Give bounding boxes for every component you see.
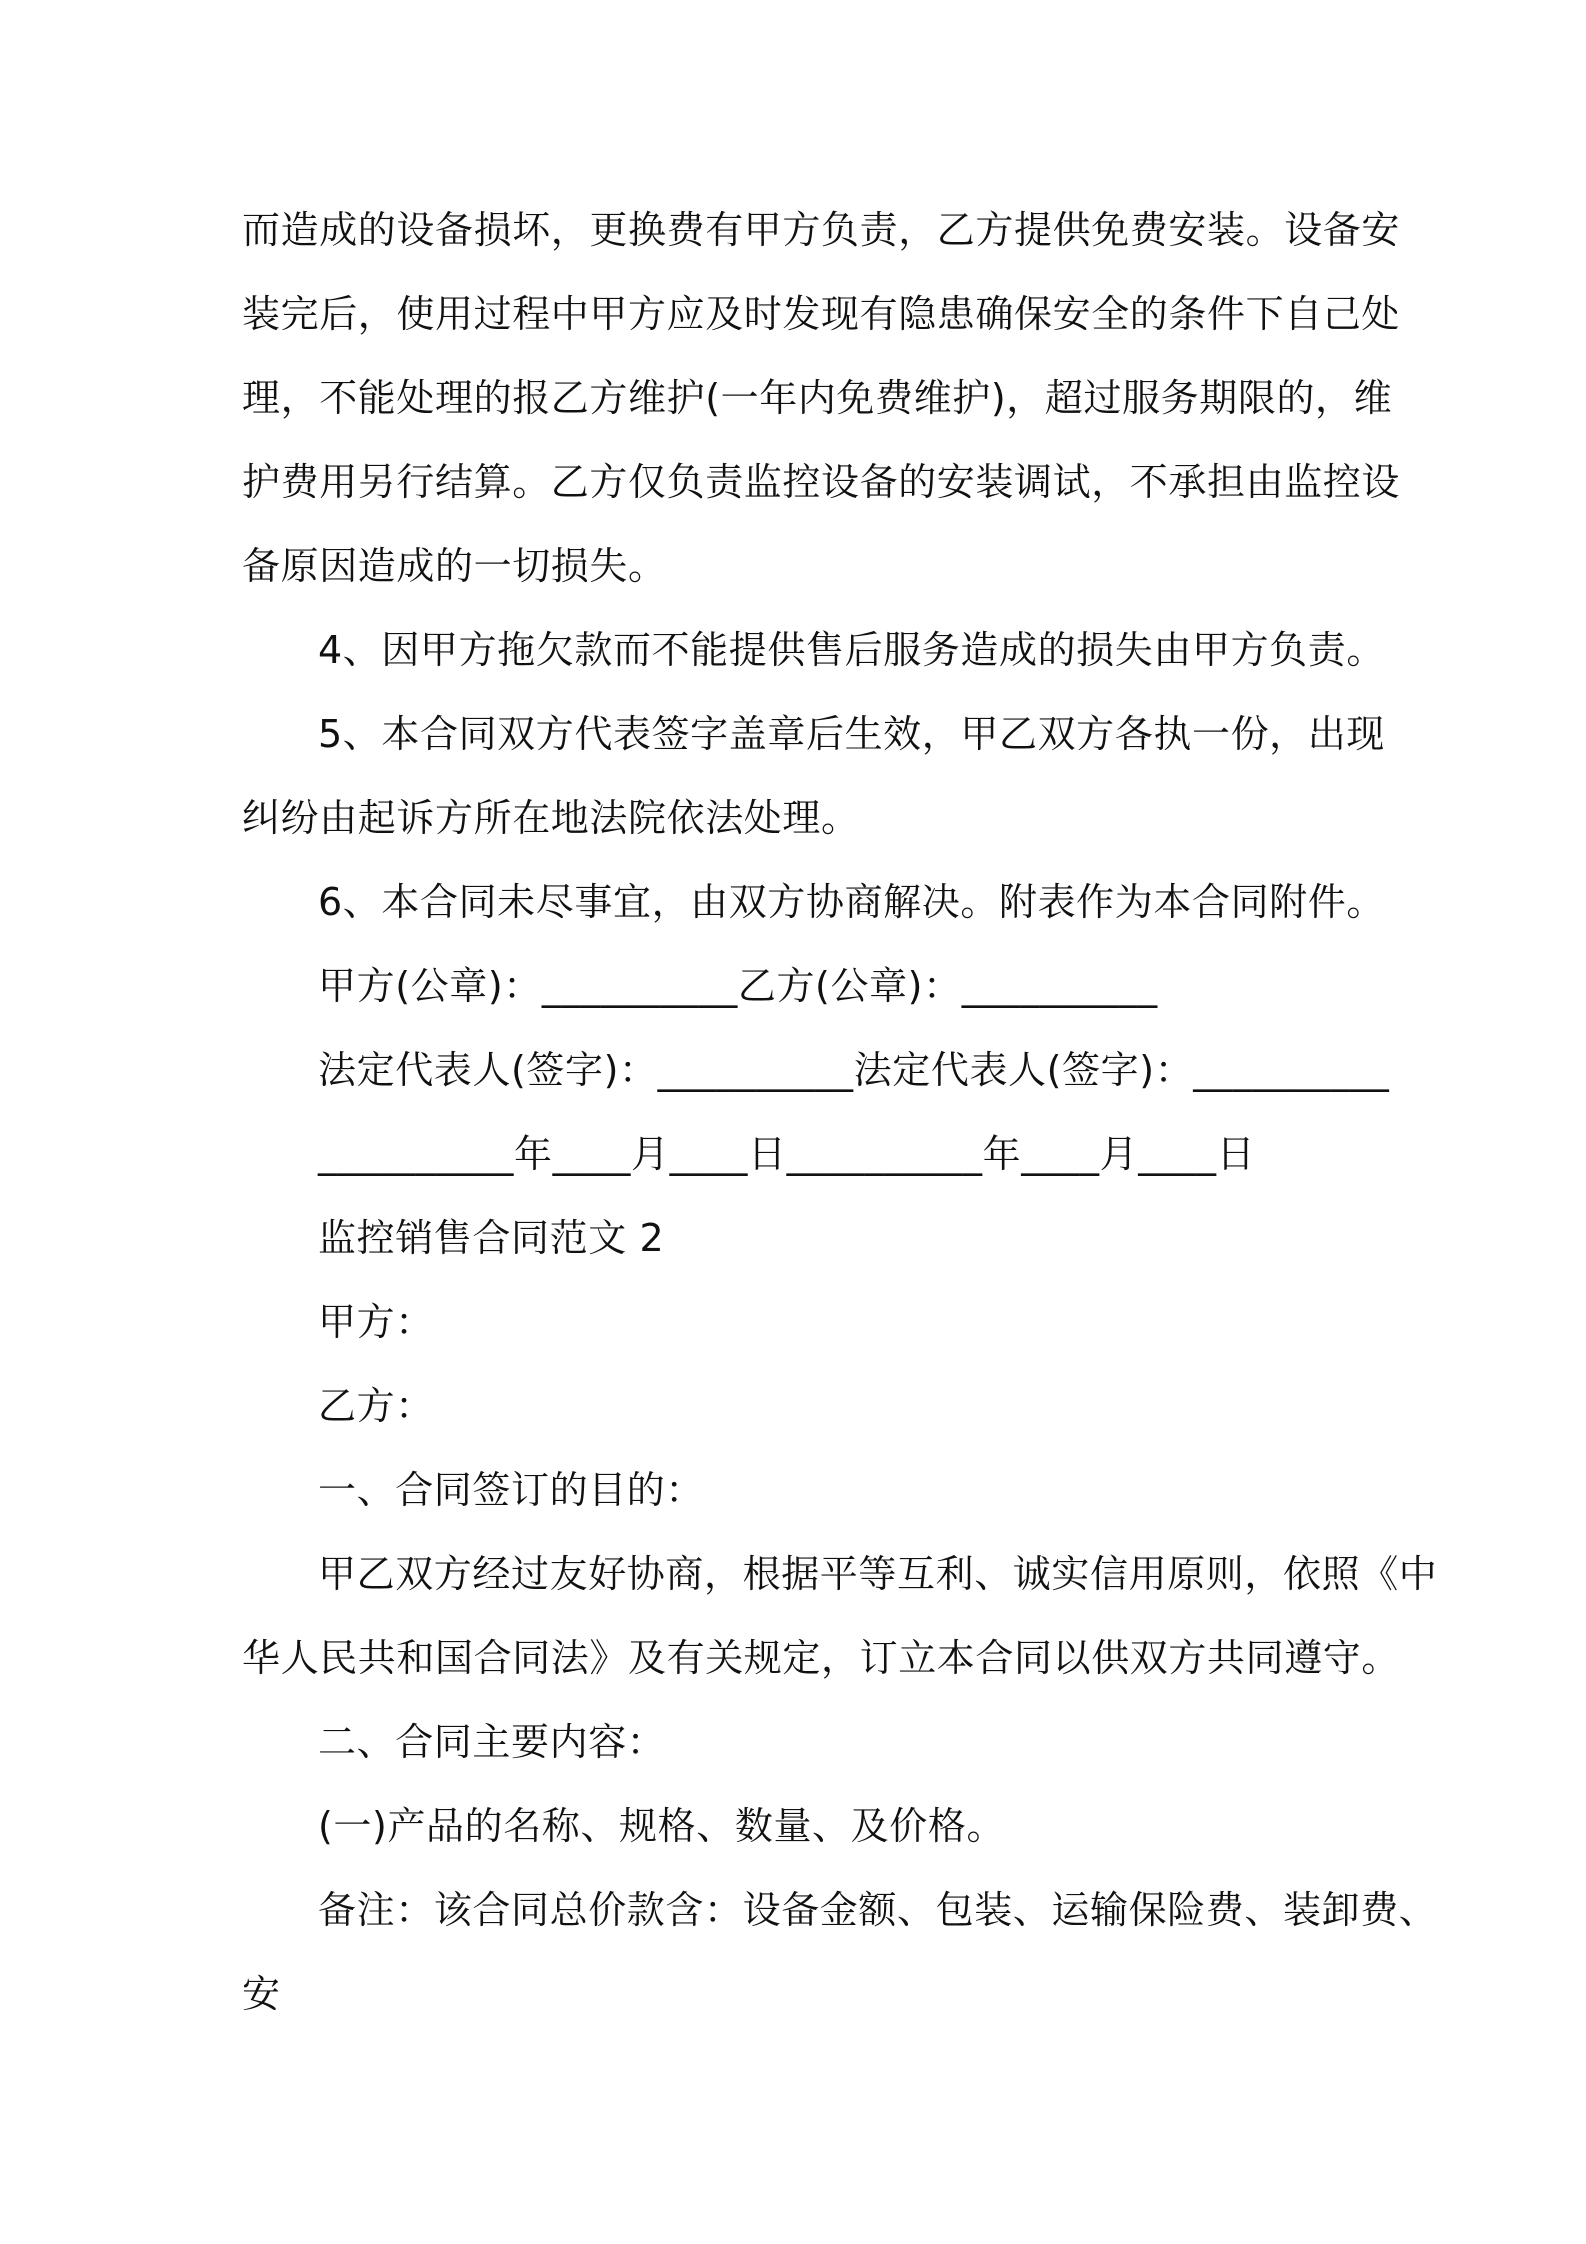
paragraph-line: 护费用另行结算。乙方仅负责监控设备的安装调试，不承担由监控设 — [242, 460, 1401, 504]
clause-4: 4、因甲方拖欠款而不能提供售后服务造成的损失由甲方负责。 — [318, 628, 1385, 672]
party-a-line: 甲方： — [318, 1300, 434, 1344]
paragraph-line: 装完后，使用过程中甲方应及时发现有隐患确保安全的条件下自己处 — [242, 292, 1401, 336]
sub-heading: (一)产品的名称、规格、数量、及价格。 — [318, 1804, 1006, 1848]
paragraph-line: 备原因造成的一切损失。 — [242, 544, 667, 588]
signature-line: 法定代表人(签字)：__________法定代表人(签字)：__________ — [318, 1048, 1390, 1092]
note-line: 备注：该合同总价款含：设备金额、包装、运输保险费、装卸费、 — [318, 1888, 1438, 1932]
section-title: 监控销售合同范文 2 — [318, 1216, 665, 1260]
paragraph-line: 华人民共和国合同法》及有关规定，订立本合同以供双方共同遵守。 — [242, 1636, 1401, 1680]
paragraph-line: 甲乙双方经过友好协商，根据平等互利、诚实信用原则，依照《中 — [318, 1552, 1438, 1596]
heading-content: 二、合同主要内容： — [318, 1720, 666, 1764]
paragraph-line: 理，不能处理的报乙方维护(一年内免费维护)，超过服务期限的，维 — [242, 376, 1393, 420]
party-b-line: 乙方： — [318, 1384, 434, 1428]
heading-purpose: 一、合同签订的目的： — [318, 1468, 705, 1512]
paragraph-line: 安 — [242, 1972, 281, 2016]
clause-5: 5、本合同双方代表签字盖章后生效，甲乙双方各执一份，出现 — [318, 712, 1385, 756]
paragraph-line: 纠纷由起诉方所在地法院依法处理。 — [242, 796, 860, 840]
date-line: __________年____月____日__________年____月____日 — [318, 1132, 1256, 1176]
seal-line: 甲方(公章)：__________乙方(公章)：__________ — [318, 964, 1158, 1008]
paragraph-line: 而造成的设备损坏，更换费有甲方负责，乙方提供免费安装。设备安 — [242, 208, 1401, 252]
clause-6: 6、本合同未尽事宜，由双方协商解决。附表作为本合同附件。 — [318, 880, 1385, 924]
